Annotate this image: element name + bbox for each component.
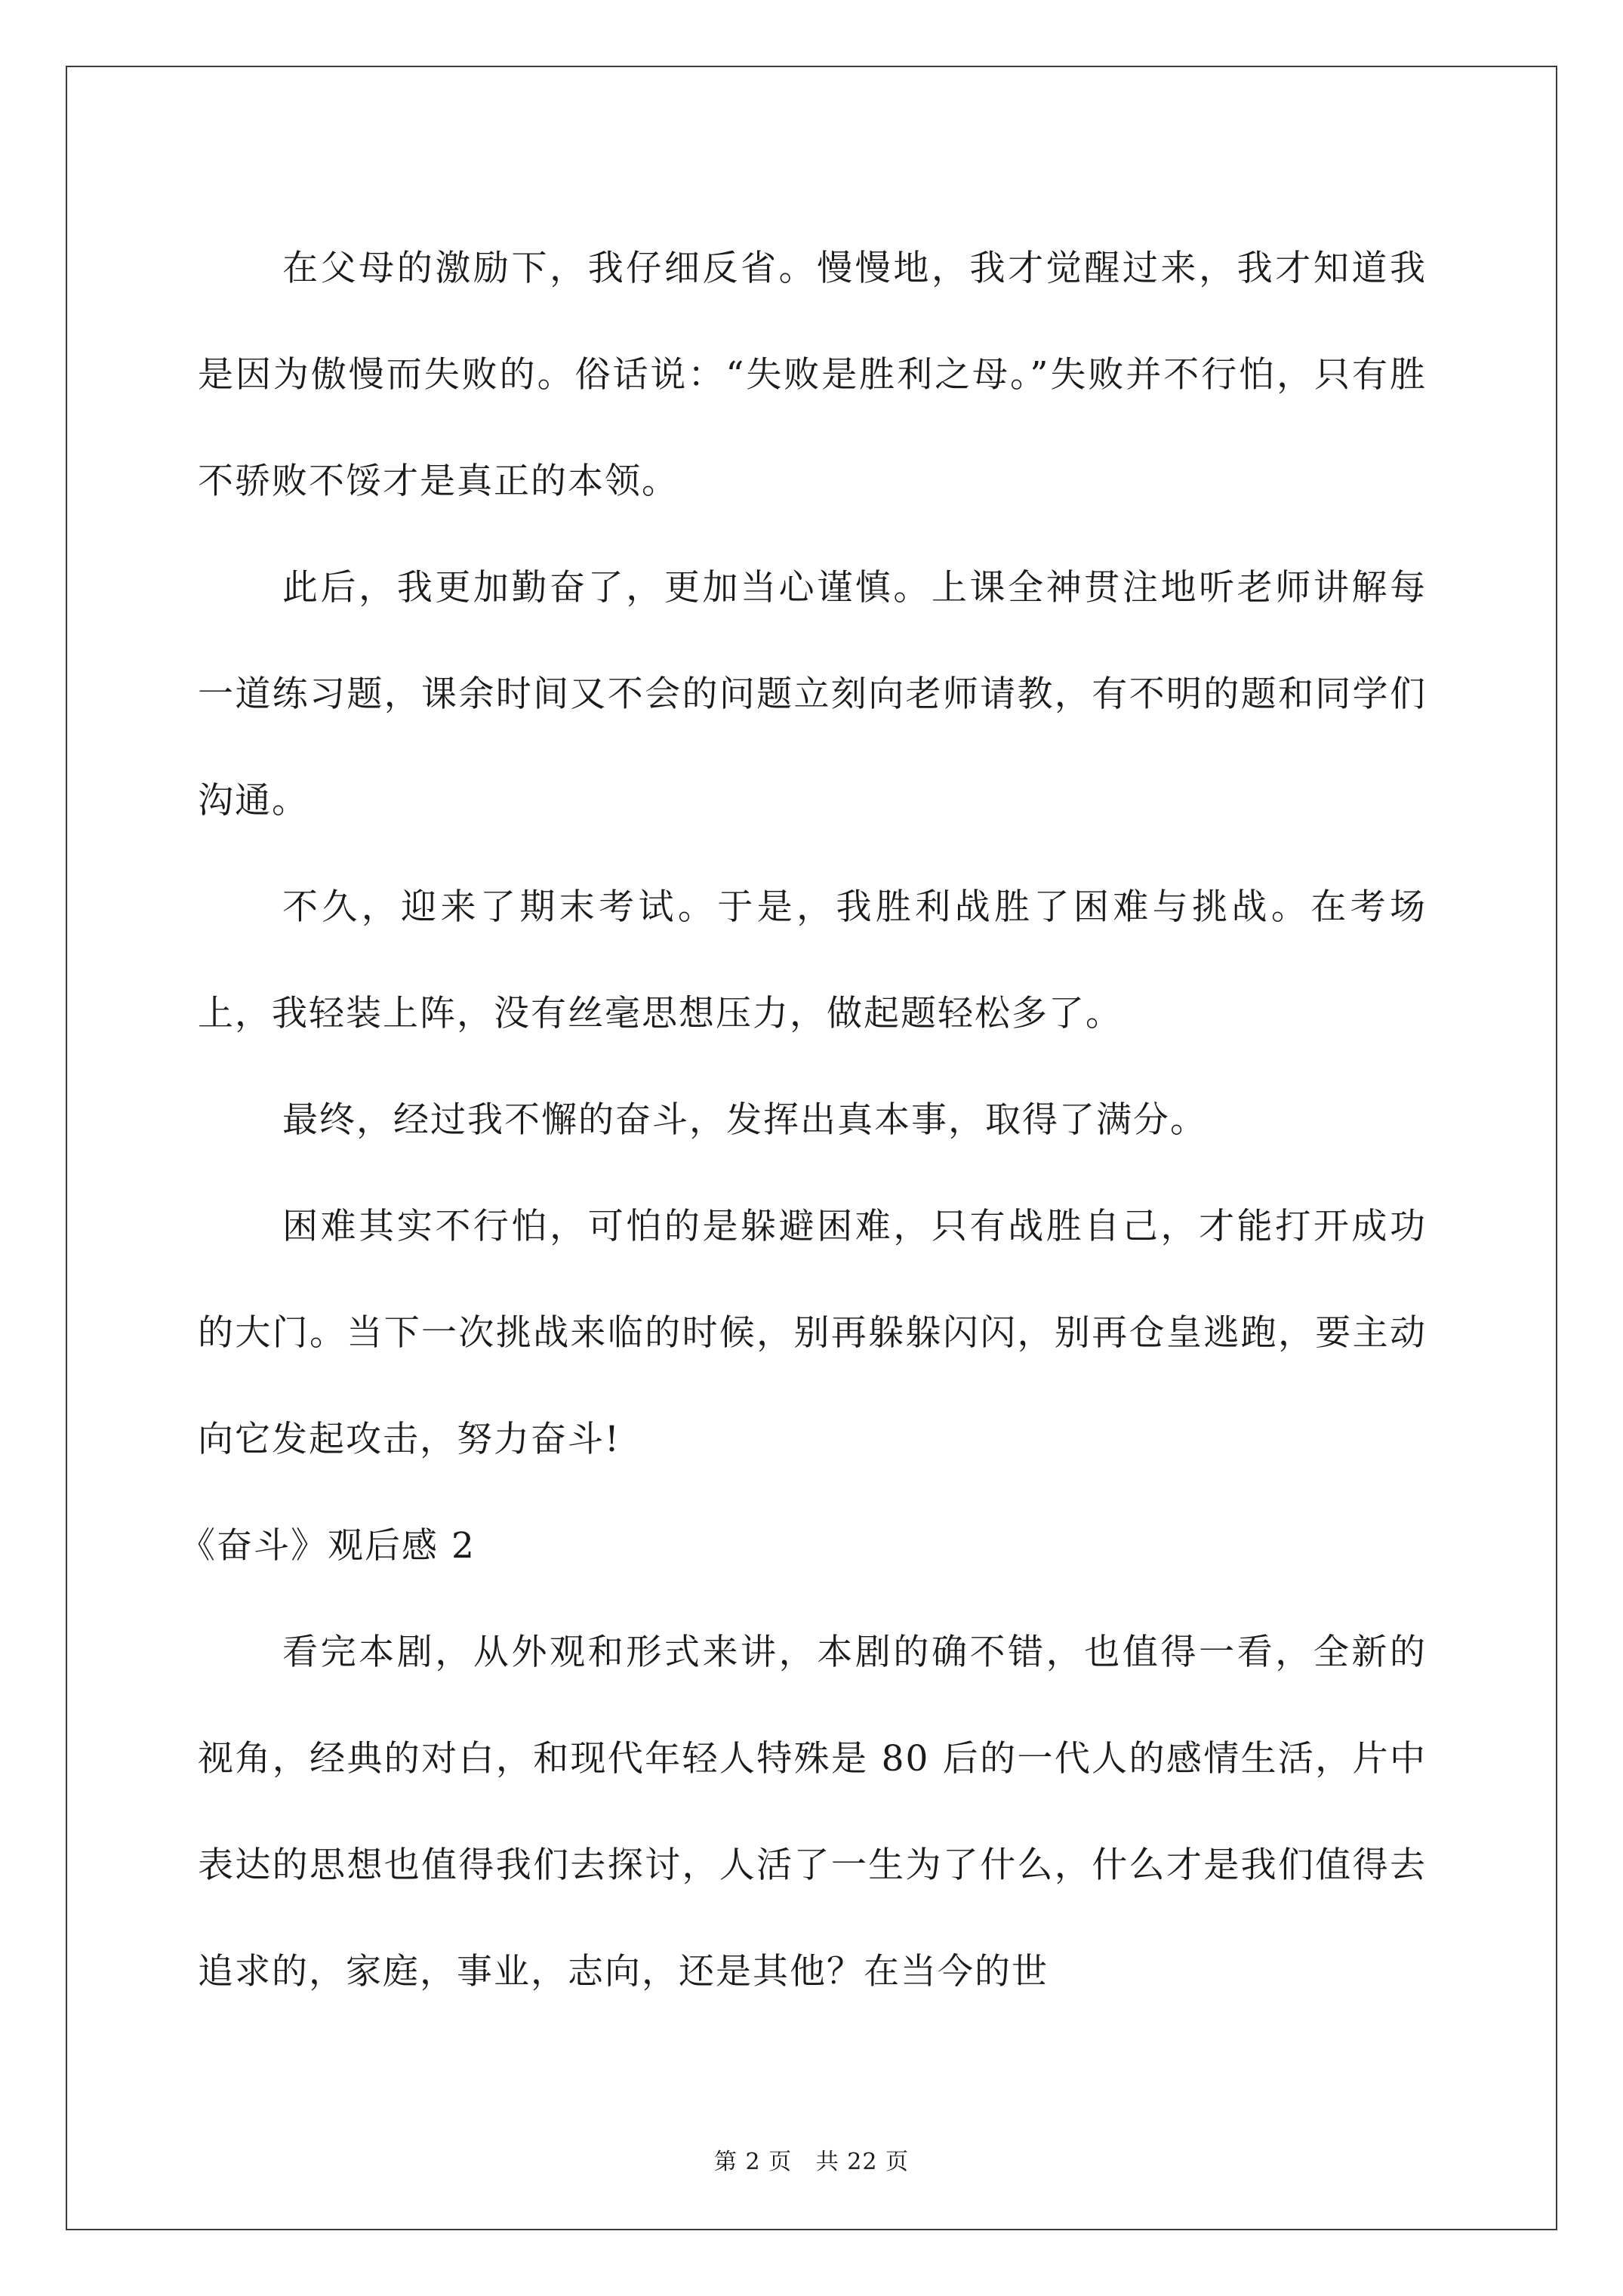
paragraph: 最终，经过我不懈的奋斗，发挥出真本事，取得了满分。 — [282, 1099, 1207, 1141]
page-total: 共 22 页 — [815, 2149, 910, 2175]
paragraph: 在父母的激励下，我仔细反省。慢慢地，我才觉醒过来，我才知道我是因为傲慢而失败的。俗话说：“失败是胜利之母。”失败并不行怕，只有胜不骄败不馁才是真正的本领。 — [198, 248, 1427, 502]
paragraph: 看完本剧，从外观和形式来讲，本剧的确不错，也值得一看，全新的视角，经典的对白，和现代年轻人特殊是 80 后的一代人的感情生活，片中表达的思想也值得我们去探讨，人活了一生为了什么，什么才是我们值得去追求的，家庭，事业，志向，还是其他？在当今的世 — [198, 1632, 1427, 1992]
paragraph: 不久，迎来了期末考试。于是，我胜利战胜了困难与挑战。在考场上，我轻装上阵，没有丝毫思想压力，做起题轻松多了。 — [198, 886, 1427, 1034]
paragraph: 困难其实不行怕，可怕的是躲避困难，只有战胜自己，才能打开成功的大门。当下一次挑战来临的时候，别再躲躲闪闪，别再仓皇逃跑，要主动向它发起攻击，努力奋斗! — [198, 1206, 1427, 1460]
page-footer — [0, 2143, 1623, 2176]
document-body — [180, 215, 1427, 2025]
section-heading: 《奋斗》观后感 2 — [180, 1525, 476, 1567]
paragraph: 此后，我更加勤奋了，更加当心谨慎。上课全神贯注地听老师讲解每一道练习题，课余时间又不会的问题立刻向老师请教，有不明的题和同学们沟通。 — [198, 567, 1427, 821]
page-number: 第 2 页 — [713, 2149, 793, 2175]
